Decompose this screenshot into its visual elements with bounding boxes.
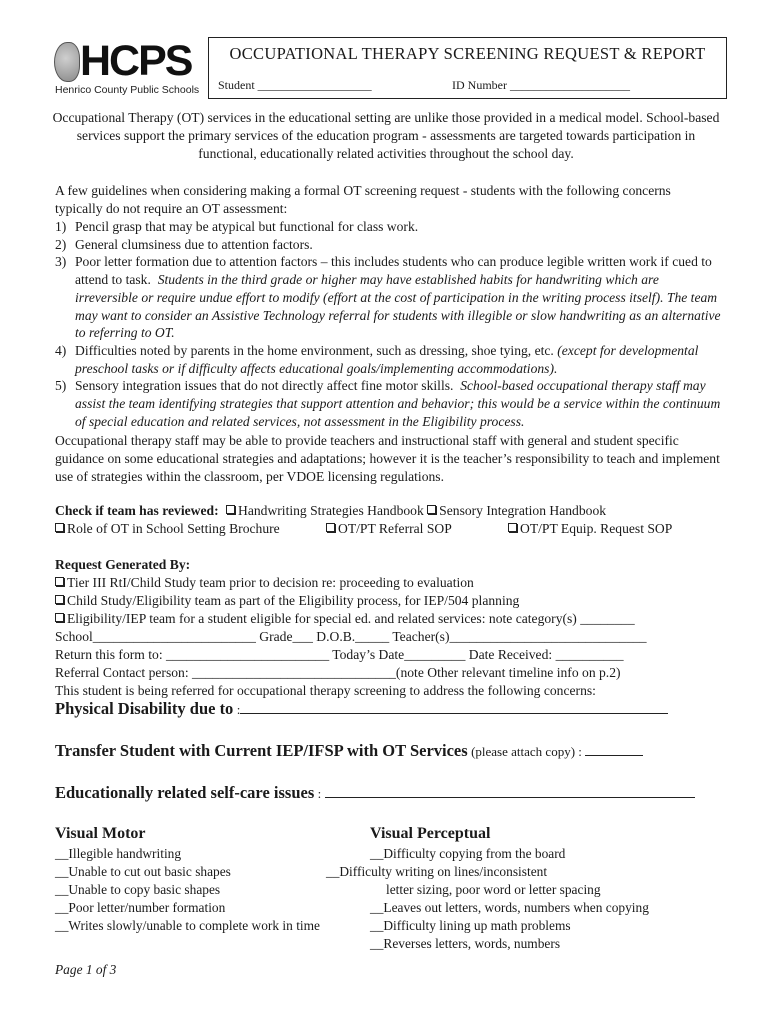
item-text: Pencil grasp that may be atypical but functional for class work.: [75, 219, 419, 234]
item-text: Poor letter formation due to attention factors – this includes students who can produce legible written work if cued to attend to task.: [75, 254, 712, 288]
item-italic-note: Students in the third grade or higher may have established habits for handwriting which are irreversible or require undue effort to modify (effort at the cost of participation in the writing process itself). The team may want to consider an Assistive Technology referral for students with illegible or slow handwriting as an alternative to referring to OT.: [75, 272, 721, 341]
item-number: 4): [55, 342, 67, 358]
review-option-handwriting[interactable]: Handwriting Strategies Handbook: [238, 503, 424, 518]
concerns-line: This student is being referred for occupational therapy screening to address the following concerns:: [55, 683, 596, 698]
form-title: OCCUPATIONAL THERAPY SCREENING REQUEST & REPORT: [229, 44, 706, 63]
county-seal-icon: [54, 42, 80, 82]
transfer-student-label: Transfer Student with Current IEP/IFSP with OT Services: [55, 741, 468, 760]
request-option-label[interactable]: Tier III RtI/Child Study team prior to decision re: proceeding to evaluation: [67, 575, 474, 590]
review-label: Check if team has reviewed:: [55, 503, 219, 518]
request-option-tier3: [55, 574, 474, 592]
list-item[interactable]: __Unable to copy basic shapes: [55, 882, 221, 897]
list-item: [55, 236, 725, 254]
request-heading: Request Generated By:: [55, 557, 191, 572]
review-row-2c: [508, 520, 672, 538]
list-item[interactable]: __Difficulty lining up math problems: [370, 918, 571, 933]
checkbox[interactable]: [55, 595, 64, 604]
review-option-equip-sop[interactable]: OT/PT Equip. Request SOP: [520, 521, 673, 536]
review-row-2: [55, 520, 280, 538]
request-option-child-study: [55, 592, 519, 610]
guidelines-closing: Occupational therapy staff may be able to provide teachers and instructional staff with general and student specific guidance on some educational strategies and adaptations; however it is the teacher’s responsibility to teach and implement use of strategies within the classroom, per VDOE licensing regulations.: [55, 433, 720, 484]
guidelines-lead: A few guidelines when considering making a formal OT screening request - students with the following concerns typically do not require an OT assessment:: [55, 183, 671, 216]
id-number-field[interactable]: ID Number ____________________: [452, 78, 630, 92]
return-line[interactable]: Return this form to: ________________________ Today’s Date_________ Date Received: __________: [55, 647, 624, 662]
list-item: [55, 377, 725, 430]
visual-perceptual-list: [326, 845, 649, 953]
list-item[interactable]: __Writes slowly/unable to complete work in time: [55, 918, 320, 933]
checkbox[interactable]: [55, 577, 64, 586]
page-number: Page 1 of 3: [55, 962, 117, 977]
visual-perceptual-heading: Visual Perceptual: [370, 825, 491, 842]
guidelines-list: [55, 218, 725, 430]
contact-line[interactable]: Referral Contact person: ______________________________(note Other relevant timeline info on p.2): [55, 665, 621, 680]
list-item[interactable]: __Difficulty copying from the board: [370, 846, 566, 861]
request-option-label[interactable]: Child Study/Eligibility team as part of the Eligibility process, for IEP/504 planning: [67, 593, 520, 608]
list-item[interactable]: __Leaves out letters, words, numbers when copying: [370, 900, 649, 915]
school-line[interactable]: School________________________ Grade___ D.O.B._____ Teacher(s)_____________________________: [55, 629, 647, 644]
item-text: Sensory integration issues that do not directly affect fine motor skills.: [75, 378, 454, 394]
review-row-1: [55, 502, 606, 520]
student-field[interactable]: Student ___________________: [218, 78, 372, 92]
list-item[interactable]: __Reverses letters, words, numbers: [370, 936, 561, 951]
item-number: 5): [55, 378, 67, 394]
review-option-referral-sop[interactable]: OT/PT Referral SOP: [338, 521, 452, 536]
hcps-logo: [54, 38, 204, 100]
request-option-label[interactable]: Eligibility/IEP team for a student eligible for special ed. and related services: note category(s) ________: [67, 611, 635, 626]
list-item: letter sizing, poor word or letter spacing: [386, 882, 601, 897]
item-text: Difficulties noted by parents in the home environment, such as dressing, shoe tying, etc.: [75, 342, 554, 358]
list-item[interactable]: __Unable to cut out basic shapes: [55, 864, 231, 879]
review-option-role-of-ot[interactable]: Role of OT in School Setting Brochure: [67, 521, 280, 536]
checkbox[interactable]: [427, 505, 436, 514]
logo-subtitle: Henrico County Public Schools: [55, 84, 200, 96]
item-number: 3): [55, 254, 67, 270]
review-row-2b: [326, 520, 452, 538]
checkbox[interactable]: [508, 523, 517, 532]
visual-motor-heading: Visual Motor: [55, 825, 146, 842]
intro-paragraph: Occupational Therapy (OT) services in the educational setting are unlike those provided in a medical model. School-based services support the primary services of the education program - assessments are targeted towards participation in functional, educationally related activities throughout the school day.: [52, 110, 720, 161]
visual-motor-list: [55, 845, 320, 935]
checkbox[interactable]: [55, 613, 64, 622]
checkbox[interactable]: [226, 505, 235, 514]
review-option-sensory[interactable]: Sensory Integration Handbook: [439, 503, 607, 518]
request-option-eligibility: [55, 610, 635, 628]
list-item[interactable]: __Illegible handwriting: [55, 846, 182, 861]
checkbox[interactable]: [326, 523, 335, 532]
title-box: [208, 37, 727, 99]
list-item: [55, 253, 725, 342]
item-number: 2): [55, 236, 67, 252]
physical-disability-row: Physical Disability due to :: [55, 700, 668, 719]
list-item[interactable]: __Difficulty writing on lines/inconsistent: [326, 864, 548, 879]
logo-wordmark: HCPS: [80, 37, 192, 85]
item-number: 1): [55, 219, 67, 234]
physical-disability-field[interactable]: [240, 700, 668, 714]
list-item: [55, 342, 725, 377]
transfer-field[interactable]: [585, 742, 643, 756]
transfer-note: (please attach copy) :: [471, 744, 582, 759]
self-care-field[interactable]: [325, 784, 695, 798]
physical-disability-label: Physical Disability due to: [55, 699, 234, 718]
transfer-student-row: [55, 742, 643, 761]
item-italic-note: (except for developmental preschool tasks or if difficulty affects educational goals/implementing accommodations).: [75, 342, 699, 376]
list-item[interactable]: __Poor letter/number formation: [55, 900, 226, 915]
checkbox[interactable]: [55, 523, 64, 532]
self-care-row: Educationally related self-care issues :: [55, 784, 695, 803]
item-text: General clumsiness due to attention factors.: [75, 236, 313, 252]
item-italic-note: School-based occupational therapy staff may assist the team identifying strategies that support attention and behavior; this would be a service within the continuum of special education and related services, not assessment in the Eligibility process.: [75, 378, 721, 429]
self-care-label: Educationally related self-care issues: [55, 783, 315, 802]
list-item: [55, 218, 725, 236]
